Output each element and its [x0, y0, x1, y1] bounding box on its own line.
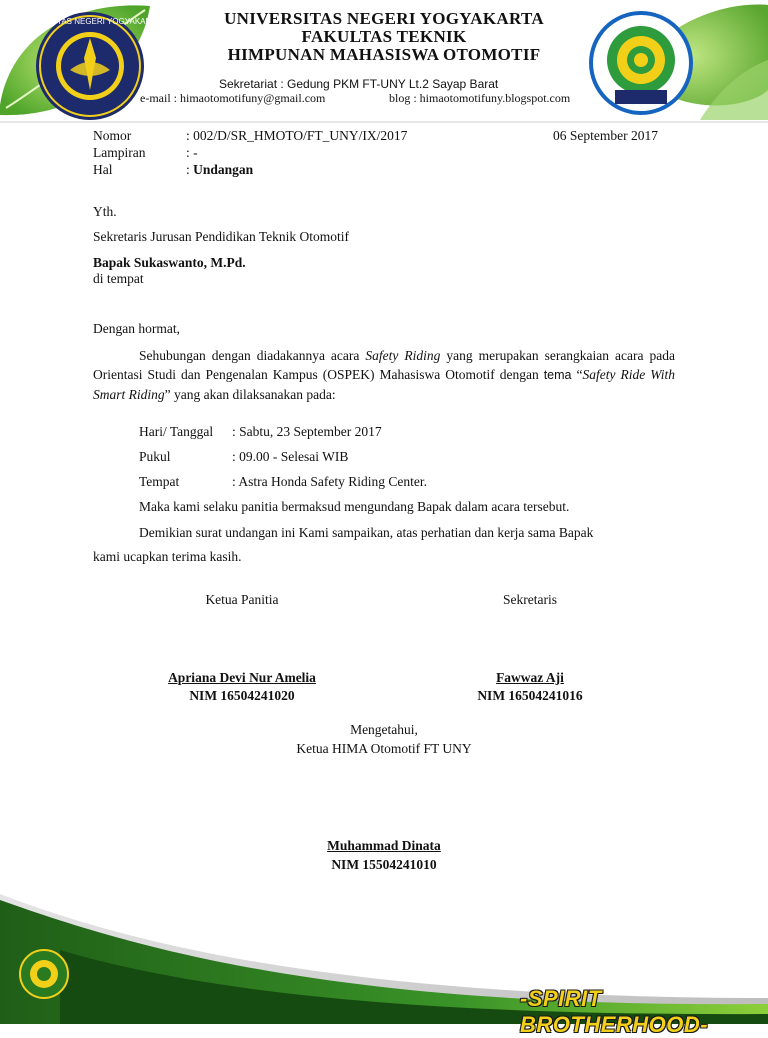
chairman-name: Muhammad Dinata [327, 838, 441, 853]
signer-left-title: Ketua Panitia [205, 592, 279, 607]
acknowledged-title: Ketua HIMA Otomotif FT UNY [296, 741, 472, 756]
chairman-nim: NIM 15504241010 [331, 857, 437, 872]
recipient-place: di tempat [93, 271, 144, 286]
signer-left-nim: NIM 16504241020 [189, 688, 295, 703]
recipient-position: Sekretaris Jurusan Pendidikan Teknik Otomotif [93, 229, 350, 244]
intro-text-c: ” yang akan dilaksanakan pada: [164, 387, 336, 402]
intro-quote-open: “ [571, 367, 583, 382]
detail-row [139, 449, 348, 465]
intro-theme: Safety Ride With Smart Riding [93, 367, 675, 402]
signer-right-nim: NIM 16504241016 [477, 688, 583, 703]
detail-label-place: Tempat [139, 474, 180, 489]
salutation-yth: Yth. [93, 204, 117, 219]
detail-value-time: : 09.00 - Selesai WIB [232, 449, 349, 464]
header-organization: HIMPUNAN MAHASISWA OTOMOTIF [227, 45, 541, 64]
hal-colon: : [186, 162, 190, 177]
nomor-value: : 002/D/SR_HMOTO/FT_UNY/IX/2017 [186, 128, 408, 143]
detail-row [139, 474, 427, 490]
paragraph-closing-b: kami ucapkan terima kasih. [93, 549, 242, 564]
lampiran-label: Lampiran [93, 145, 146, 160]
recipient-name: Bapak Sukaswanto, M.Pd. [93, 255, 246, 270]
hal-value-line [186, 162, 253, 178]
acknowledged-label: Mengetahui, [350, 722, 418, 737]
intro-text-b: yang merupakan serangkaian acara pada Orientasi Studi dan Pengenalan Kampus (OSPEK) Mahasiswa Otomotif dengan [93, 348, 675, 382]
paragraph-invitation: Maka kami selaku panitia bermaksud mengundang Bapak dalam acara tersebut. [139, 499, 570, 514]
header-faculty: FAKULTAS TEKNIK [301, 27, 467, 46]
lampiran-value: : - [186, 145, 198, 160]
intro-event-name: Safety Riding [365, 348, 441, 363]
greeting: Dengan hormat, [93, 321, 180, 336]
intro-tema: tema [543, 368, 572, 382]
nomor-label: Nomor [93, 128, 132, 143]
detail-label-day: Hari/ Tanggal [139, 424, 214, 439]
paragraph-closing-a: Demikian surat undangan ini Kami sampaikan, atas perhatian dan kerja sama Bapak [139, 525, 594, 540]
detail-label-time: Pukul [139, 449, 171, 464]
signer-right-title: Sekretaris [503, 592, 557, 607]
letter-date: 06 September 2017 [553, 128, 658, 143]
detail-value-place: : Astra Honda Safety Riding Center. [232, 474, 427, 489]
detail-row [139, 424, 382, 440]
header-address: Sekretariat : Gedung PKM FT-UNY Lt.2 Sayap Barat [219, 77, 499, 91]
svg-text:UNIVERSITAS NEGERI YOGYAKARTA: UNIVERSITAS NEGERI YOGYAKARTA [19, 17, 161, 26]
paragraph-intro [93, 346, 675, 404]
hal-value: Undangan [193, 162, 254, 177]
signer-left-name: Apriana Devi Nur Amelia [168, 670, 316, 685]
header-university: UNIVERSITAS NEGERI YOGYAKARTA [224, 9, 544, 28]
hal-label: Hal [93, 162, 113, 177]
intro-text-a: Sehubungan dengan diadakannya acara [139, 348, 366, 363]
footer-slogan: -SPIRIT BROTHERHOOD- [520, 986, 709, 1037]
header-email: e-mail : himaotomotifuny@gmail.com [140, 91, 326, 105]
header-blog: blog : himaotomotifuny.blogspot.com [389, 91, 571, 105]
detail-value-day: : Sabtu, 23 September 2017 [232, 424, 382, 439]
signer-right-name: Fawwaz Aji [496, 670, 564, 685]
